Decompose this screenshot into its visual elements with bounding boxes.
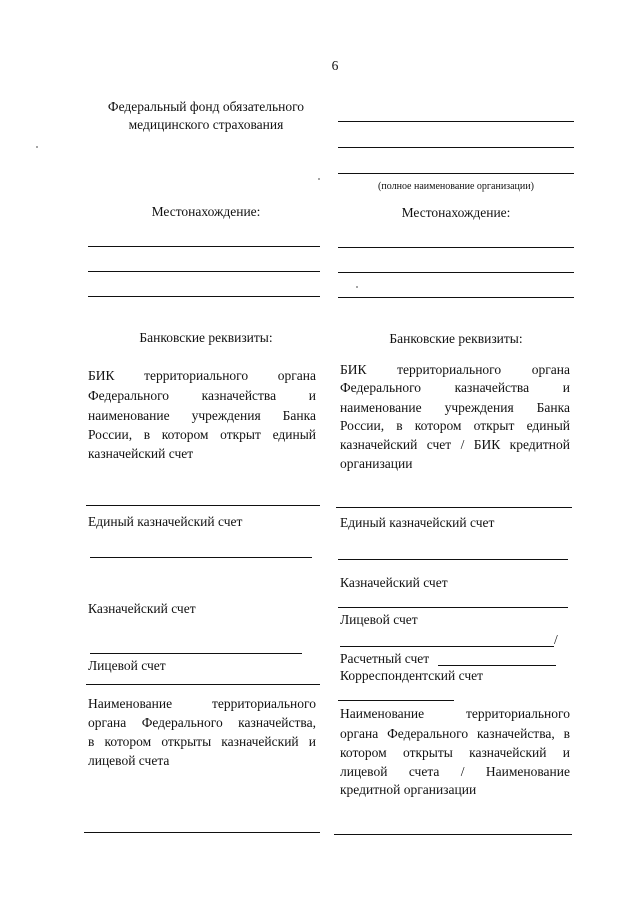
right-treasury-line[interactable] — [338, 607, 568, 608]
right-correspondent-label: Корреспондентский счет — [340, 668, 484, 683]
left-org-line-1: Федеральный фонд обязательного — [107, 99, 305, 114]
left-bik-line[interactable] — [86, 505, 320, 506]
left-name-line-2: органа Федерального казначейства, — [88, 715, 316, 730]
right-bik-line-1: БИК территориального органа — [340, 362, 570, 377]
right-single-treasury-line[interactable] — [338, 559, 568, 560]
right-location-line-3[interactable] — [338, 297, 574, 298]
left-location-label: Местонахождение: — [151, 204, 261, 219]
right-personal-line[interactable] — [340, 646, 554, 647]
right-bik-line-5: казначейский счет / БИК кредитной — [340, 437, 570, 452]
left-personal-line[interactable] — [86, 684, 320, 685]
right-signature-line[interactable] — [334, 834, 572, 835]
right-bik-line[interactable] — [336, 507, 572, 508]
scan-speck — [318, 178, 320, 180]
right-name-line-5: кредитной организации — [340, 782, 477, 797]
left-single-treasury-line[interactable] — [90, 557, 312, 558]
right-bik-line-3: наименование учреждения Банка — [340, 400, 570, 415]
left-bik-line-3: наименование учреждения Банка — [88, 408, 316, 423]
right-name-line-1: Наименование территориального — [340, 706, 570, 721]
left-bik-line-2: Федерального казначейства и — [88, 388, 316, 403]
left-signature-line[interactable] — [84, 832, 320, 833]
left-bik-line-4: России, в котором открыт единый — [88, 427, 316, 442]
scan-speck — [356, 286, 358, 288]
left-name-line-4: лицевой счета — [88, 753, 170, 768]
right-correspondent-line[interactable] — [338, 700, 454, 701]
scan-speck — [36, 146, 38, 148]
left-personal-label: Лицевой счет — [88, 658, 166, 673]
right-org-line-1[interactable] — [338, 121, 574, 122]
right-bik-line-6: организации — [340, 456, 413, 471]
right-location-line-2[interactable] — [338, 272, 574, 273]
right-name-line-3: котором открыты казначейский и — [340, 745, 570, 760]
left-bik-line-1: БИК территориального органа — [88, 368, 316, 383]
right-bik-line-2: Федерального казначейства и — [340, 380, 570, 395]
left-location-line-2[interactable] — [88, 271, 320, 272]
left-location-line-1[interactable] — [88, 246, 320, 247]
page-number: 6 — [331, 58, 339, 73]
right-bik-line-4: России, в котором открыт единый — [340, 418, 570, 433]
left-single-treasury-label: Единый казначейский счет — [88, 514, 243, 529]
left-name-line-1: Наименование территориального — [88, 696, 316, 711]
left-name-line-3: в котором открыты казначейский и — [88, 734, 316, 749]
right-personal-slash: / — [554, 632, 558, 647]
right-name-line-4: лицевой счета / Наименование — [340, 764, 570, 779]
left-treasury-line[interactable] — [90, 653, 302, 654]
right-personal-label: Лицевой счет — [340, 612, 418, 627]
left-location-line-3[interactable] — [88, 296, 320, 297]
right-treasury-label: Казначейский счет — [340, 575, 448, 590]
right-single-treasury-label: Единый казначейский счет — [340, 515, 495, 530]
left-bank-label: Банковские реквизиты: — [139, 330, 273, 345]
right-settlement-label: Расчетный счет — [340, 651, 430, 666]
left-org-line-2: медицинского страхования — [128, 117, 284, 132]
right-org-line-3[interactable] — [338, 173, 574, 174]
left-treasury-label: Казначейский счет — [88, 601, 196, 616]
right-bank-label: Банковские реквизиты: — [389, 331, 523, 346]
right-location-label: Местонахождение: — [401, 205, 511, 220]
right-org-caption: (полное наименование организации) — [378, 181, 534, 192]
left-bik-line-5: казначейский счет — [88, 446, 194, 461]
right-location-line-1[interactable] — [338, 247, 574, 248]
right-org-line-2[interactable] — [338, 147, 574, 148]
right-name-line-2: органа Федерального казначейства, в — [340, 726, 570, 741]
